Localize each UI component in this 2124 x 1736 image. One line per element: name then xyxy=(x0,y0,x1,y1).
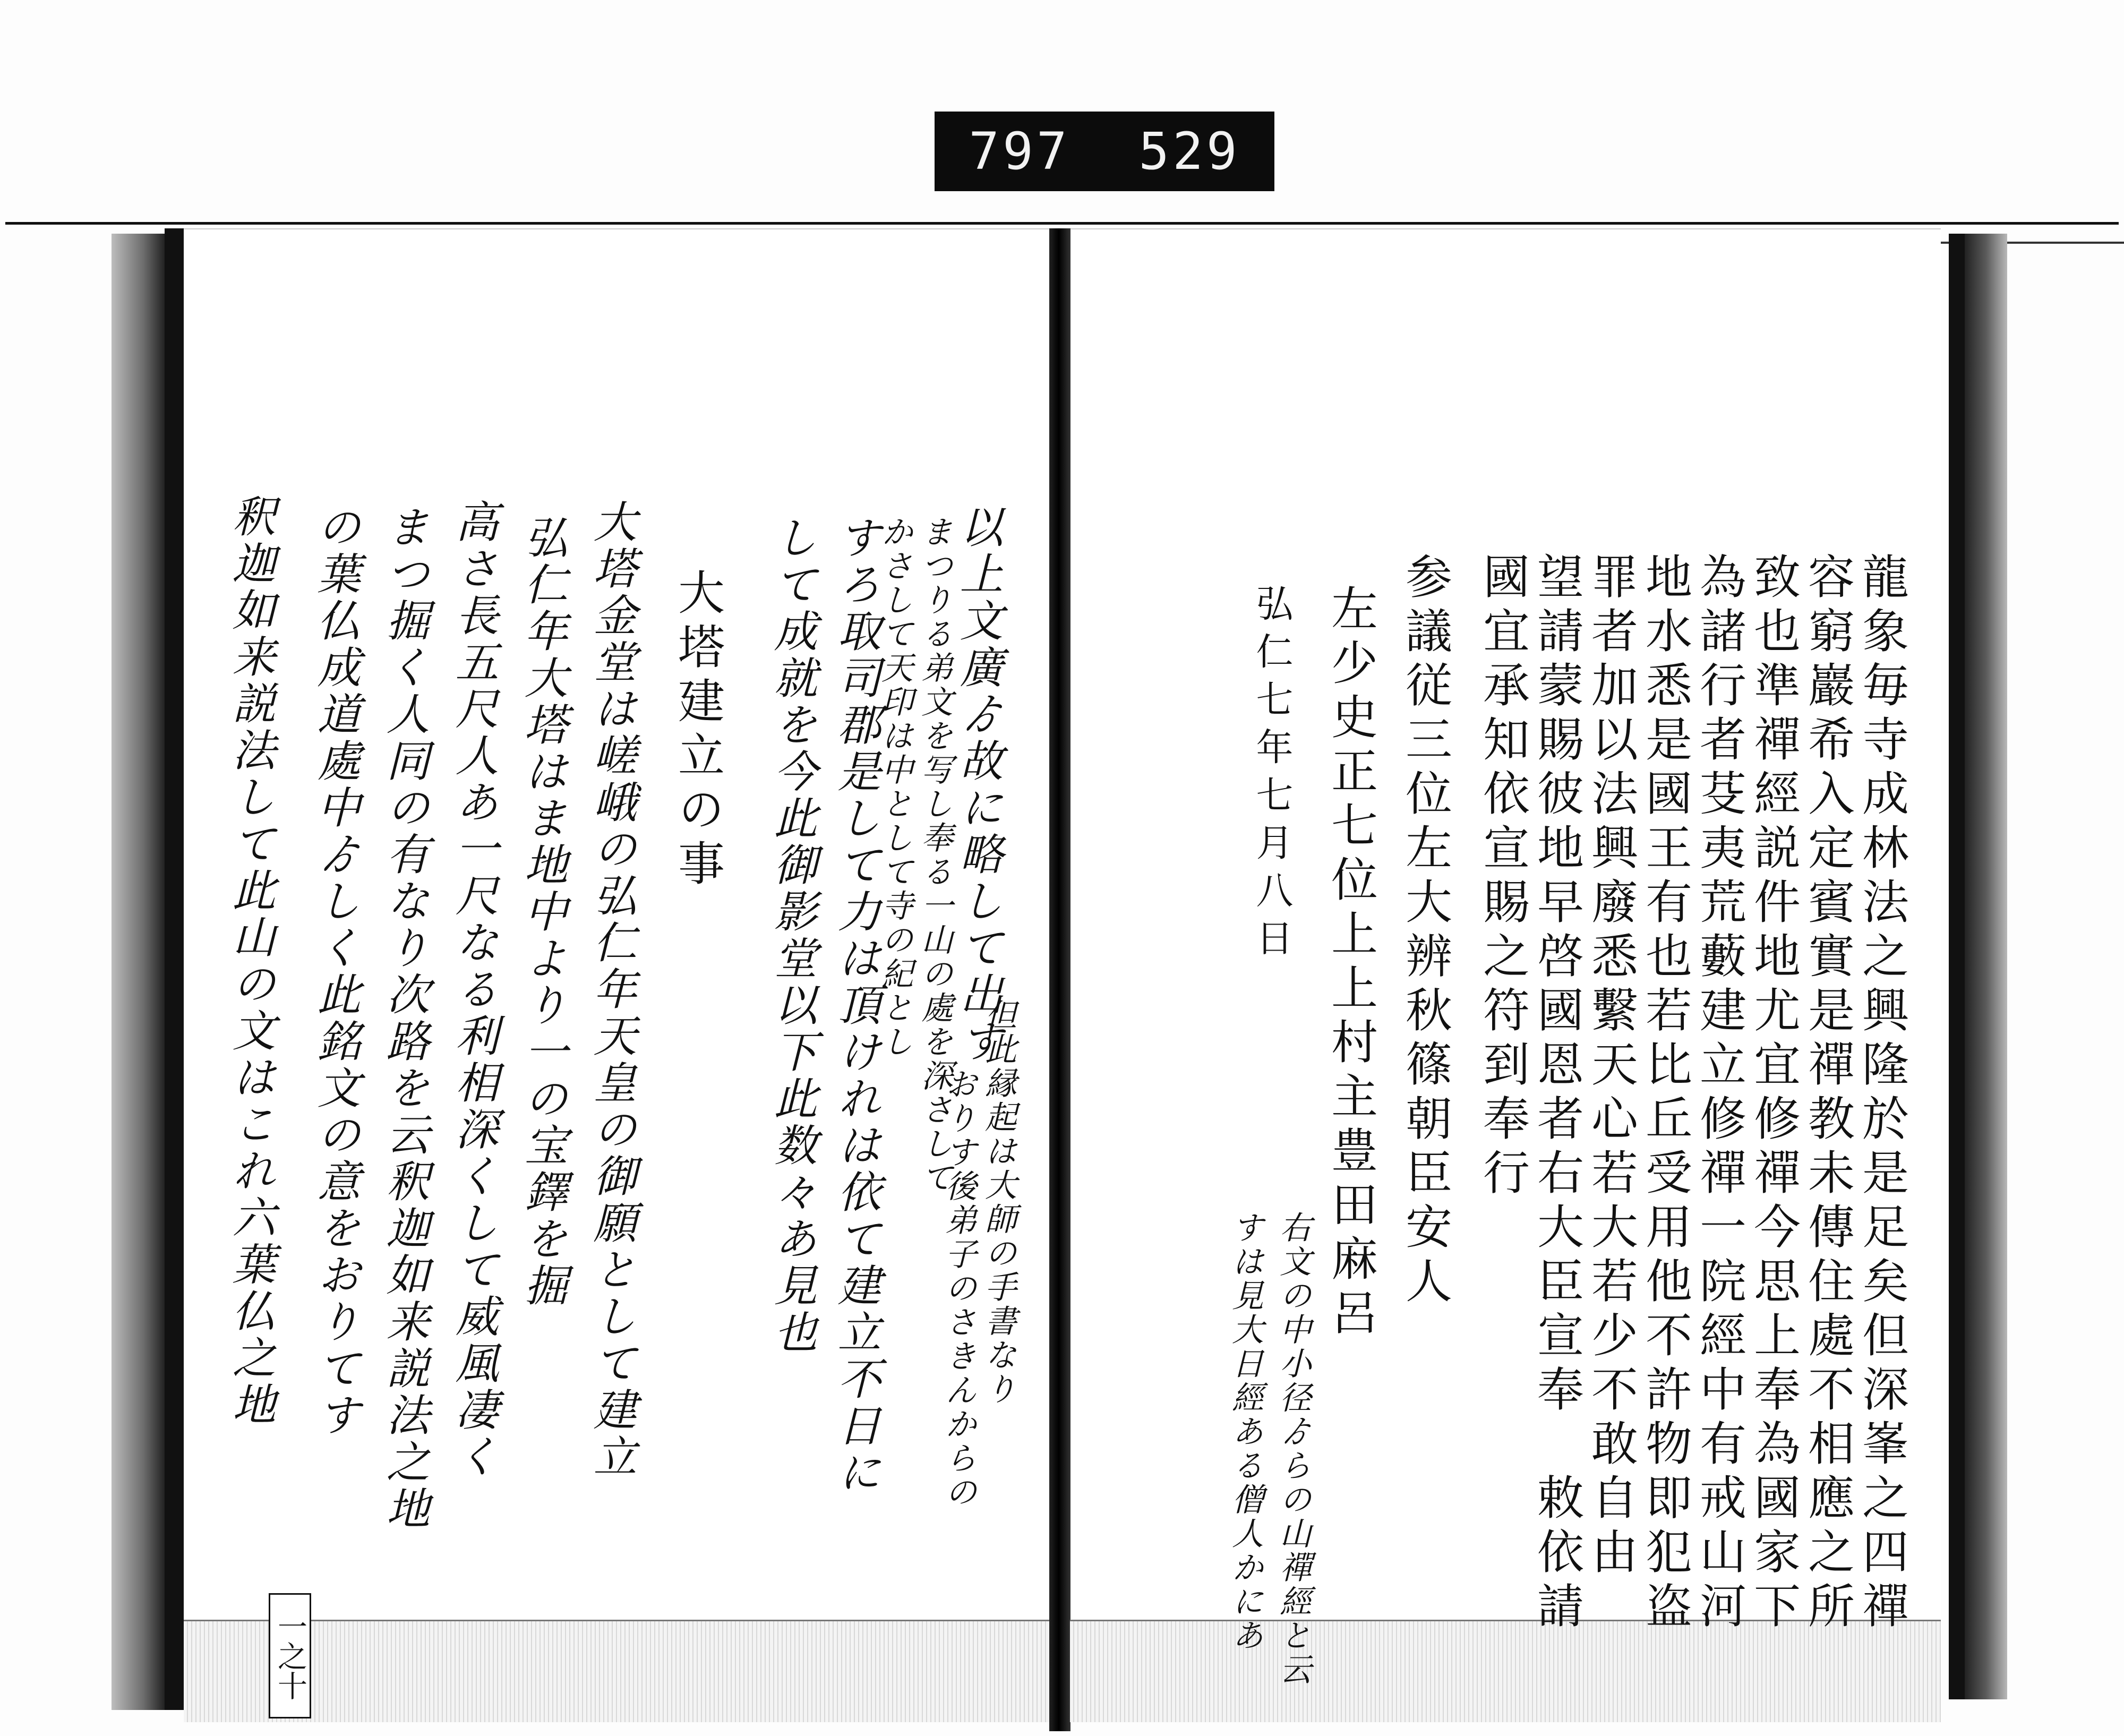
left-page-column: まつりる弟文を写し奉る一山の處を深さして xyxy=(916,515,953,1195)
left-page-column: して成就を今此御影堂以下此数々あ見也 xyxy=(767,515,817,1356)
left-page-note: おりす後弟子のさきんからの xyxy=(940,1067,977,1509)
right-page-column: 為諸行者芟夷荒藪建立修禪一院經中有戒山河 xyxy=(1692,552,1747,1636)
left-page-body-column: の葉仏成道處中ゟしく此銘文の意をおりてす xyxy=(310,504,361,1439)
book-cover-right xyxy=(1965,234,2007,1699)
left-page-fore-edge xyxy=(184,1620,1049,1722)
left-page-body-column: 釈迦如来説法して此山の文はこれ六葉仏之地 xyxy=(225,494,276,1429)
page-edge-left xyxy=(165,228,184,1710)
left-page-body-column: 弘仁年大塔はま地中より一の宝鐸を掘 xyxy=(517,515,568,1310)
right-page-column: 左少史正七位上上村主豊田麻呂 xyxy=(1324,584,1378,1342)
left-page-note: すろ取司郡是して力は頂けれは依て建立不日に xyxy=(830,515,881,1496)
film-reel-label xyxy=(935,112,1274,191)
page-edge-right xyxy=(1949,234,1965,1699)
right-page-column: 國宜承知依宣賜之符到奉行 xyxy=(1476,552,1530,1202)
right-page-note: すは見大日經ある僧人かにあ xyxy=(1227,1211,1264,1653)
date-column: 弘仁七年七月八日 xyxy=(1250,584,1294,967)
frame-number: 529 xyxy=(1138,122,1240,181)
right-page-column: 罪者加以法興廢悉繫天心若大若少不敢自由 xyxy=(1584,552,1639,1581)
left-page-note: 但此縁起は大師の手書なり xyxy=(980,998,1017,1406)
left-page-body-column: まつ掘く人同の有なり次路を云釈迦如来説法之地 xyxy=(379,504,430,1533)
reel-number: 797 xyxy=(969,122,1070,181)
left-page-column: 以上文廣ゟ故に略して出す xyxy=(953,504,1003,1065)
book-cover-left xyxy=(112,234,165,1710)
book-gutter xyxy=(1049,228,1070,1731)
right-page-column: 龍象毎寺成林法之興隆於是足矣但深峯之四禪 xyxy=(1855,552,1909,1636)
right-page-column: 地水悉是國王有也若比丘受用他不許物即犯盗 xyxy=(1638,552,1693,1636)
right-page-column: 望請蒙賜彼地早啓國恩者右大臣宣奉 敕依請 xyxy=(1530,552,1585,1636)
left-page-body-column: 大塔金堂は嵯峨の弘仁年天皇の御願として建立 xyxy=(586,499,637,1481)
left-page-body-column: 高さ長五尺人あ一尺なる利相深くして威風凄く xyxy=(448,499,499,1481)
section-title: 大塔建立の事 xyxy=(671,568,725,893)
right-page-column: 致也準禪經説件地尤宜修禪今思上奉為國家下 xyxy=(1746,552,1801,1636)
open-book xyxy=(112,218,2007,1734)
left-page-note: かさして天印は中として寺の紀とし xyxy=(876,515,913,1059)
folio-number: 一之十 xyxy=(269,1593,311,1718)
right-page-column: 参議従三位左大辨秋篠朝臣安人 xyxy=(1398,552,1453,1311)
right-page-column: 容窮巖希入定賓實是禪教未傳住處不相應之所 xyxy=(1801,552,1855,1636)
right-page-note: 右文の中小径ゟらの山禪經と云 xyxy=(1274,1211,1312,1687)
